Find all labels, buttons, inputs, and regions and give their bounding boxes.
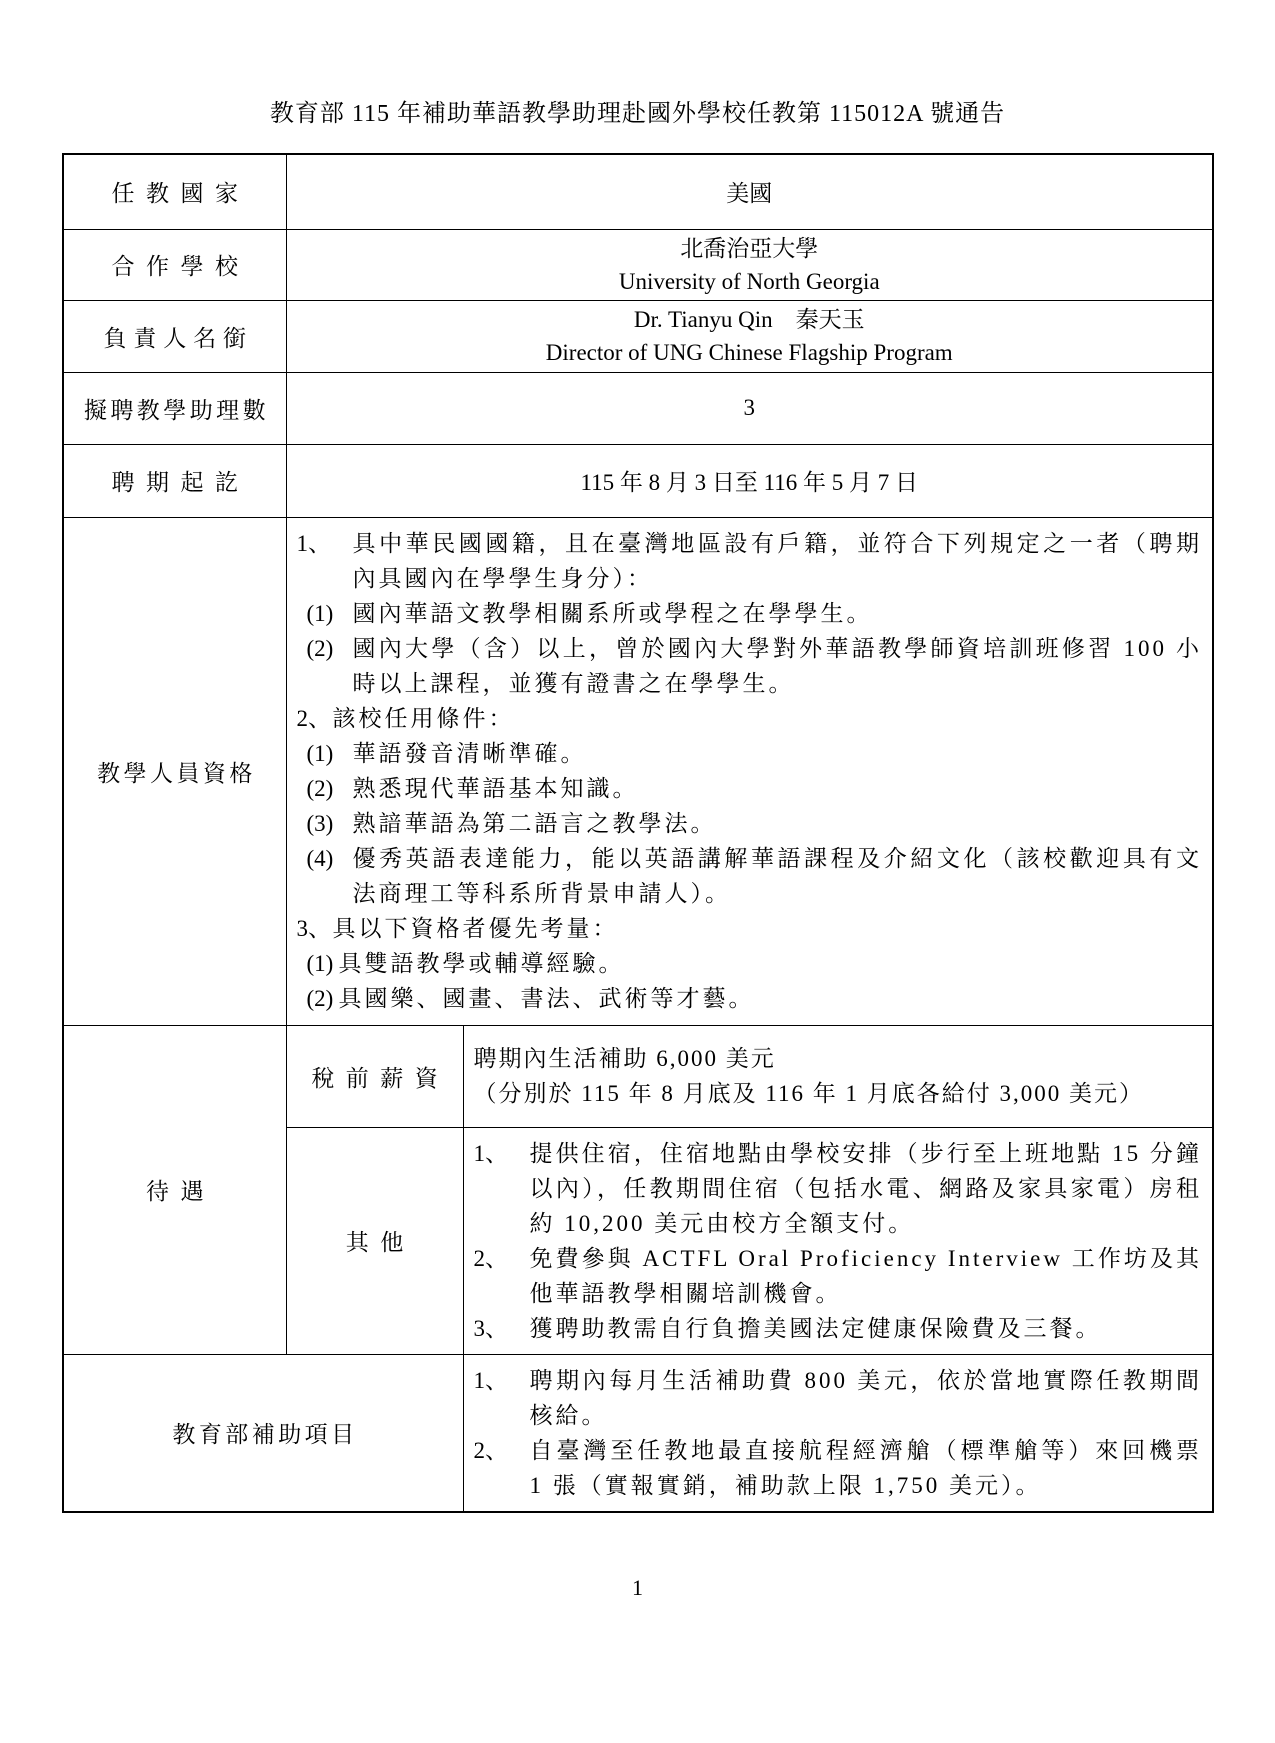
item-marker: 1、 xyxy=(473,1140,508,1166)
qualification-item xyxy=(297,771,1203,806)
row-contact xyxy=(63,300,1213,372)
contact-label-cell xyxy=(63,300,286,372)
item-text: 熟悉現代華語基本知識。 xyxy=(352,776,639,801)
qualification-item xyxy=(297,981,1203,1016)
item-marker: 3、 xyxy=(473,1315,508,1341)
other-benefit-item xyxy=(474,1311,1203,1346)
qualification-item xyxy=(297,736,1203,771)
row-school xyxy=(63,229,1213,300)
contact-title: Director of UNG Chinese Flagship Program xyxy=(545,340,953,365)
item-text: 具以下資格者優先考量： xyxy=(332,916,619,941)
compensation-label-cell xyxy=(63,1025,286,1354)
contact-label: 負責人名銜 xyxy=(103,325,253,351)
period-label-cell xyxy=(63,444,286,517)
moe-subsidy-label: 教育部補助項目 xyxy=(172,1422,358,1447)
qualification-item xyxy=(297,946,1203,981)
row-qualifications xyxy=(63,517,1213,1025)
qualification-item xyxy=(297,911,1203,946)
item-text: 優秀英語表達能力，能以英語講解華語課程及介紹文化（該校歡迎具有文法商理工等科系所背景申請人）。 xyxy=(352,846,1202,906)
page-number: 1 xyxy=(632,1574,643,1600)
item-marker: 1、 xyxy=(473,1367,508,1393)
item-text: 該校任用條件： xyxy=(332,706,515,731)
item-marker: (1) xyxy=(306,741,334,766)
school-label-cell xyxy=(63,229,286,300)
country-value: 美國 xyxy=(286,154,1213,229)
salary-schedule: （分別於 115 年 8 月底及 116 年 1 月底各給付 3,000 美元） xyxy=(473,1081,1145,1106)
item-marker: 2、 xyxy=(296,706,331,731)
country-label-cell xyxy=(63,154,286,229)
headcount-value: 3 xyxy=(286,372,1213,444)
item-marker: (2) xyxy=(306,636,334,661)
school-name-zh: 北喬治亞大學 xyxy=(680,235,819,261)
qualification-item xyxy=(297,596,1203,631)
item-marker: 1、 xyxy=(296,531,331,556)
period-label: 聘期起訖 xyxy=(111,470,250,495)
subsidy-item xyxy=(474,1433,1203,1503)
item-text: 國內華語文教學相關系所或學程之在學學生。 xyxy=(352,601,873,626)
other-benefit-item xyxy=(474,1136,1203,1241)
item-text: 具國樂、國畫、書法、武術等才藝。 xyxy=(338,986,755,1011)
item-marker: (4) xyxy=(306,846,334,871)
qualifications-label: 教學人員資格 xyxy=(97,760,256,786)
item-marker: (3) xyxy=(306,811,334,836)
headcount-label: 擬聘教學助理數 xyxy=(83,397,270,423)
qualification-item xyxy=(297,841,1203,911)
item-marker: (2) xyxy=(306,776,334,801)
qualifications-label-cell xyxy=(63,517,286,1025)
other-label-cell xyxy=(286,1127,463,1354)
qualification-item xyxy=(297,701,1203,736)
period-value: 115 年 8 月 3 日至 116 年 5 月 7 日 xyxy=(286,444,1213,517)
qualifications-content-cell xyxy=(286,517,1213,1025)
item-text: 獲聘助教需自行負擔美國法定健康保險費及三餐。 xyxy=(529,1315,1102,1341)
other-label: 其他 xyxy=(345,1230,415,1255)
qualification-item xyxy=(297,631,1203,701)
document-title: 教育部 115 年補助華語教學助理赴國外學校任教第 115012A 號通告 xyxy=(269,101,1006,127)
country-label: 任教國家 xyxy=(111,181,250,207)
salary-label-cell xyxy=(286,1025,463,1127)
salary-label: 稅前薪資 xyxy=(311,1065,450,1091)
qualification-item xyxy=(297,806,1203,841)
item-marker: (1) xyxy=(306,601,334,626)
moe-subsidy-label-cell xyxy=(63,1354,463,1512)
row-salary xyxy=(63,1025,1213,1127)
school-name-en: University of North Georgia xyxy=(618,268,880,294)
item-text: 熟諳華語為第二語言之教學法。 xyxy=(352,811,717,836)
salary-content-cell xyxy=(463,1025,1213,1127)
item-marker: 2、 xyxy=(473,1437,508,1463)
item-text: 華語發音清晰準確。 xyxy=(352,741,587,766)
headcount-label-cell xyxy=(63,372,286,444)
item-marker: (2) xyxy=(306,986,334,1011)
salary-amount: 聘期內生活補助 6,000 美元 xyxy=(473,1046,776,1071)
row-moe-subsidy xyxy=(63,1354,1213,1512)
other-content-cell xyxy=(463,1127,1213,1354)
document-page xyxy=(0,93,1275,1601)
contact-name: Dr. Tianyu Qin 秦天玉 xyxy=(633,307,865,332)
subsidy-item xyxy=(474,1363,1203,1433)
qualification-item xyxy=(297,526,1203,596)
item-text: 提供住宿，住宿地點由學校安排（步行至上班地點 15 分鐘以內），任教期間住宿（包括水電、網路及家具家電）房租約 10,200 美元由校方全額支付。 xyxy=(529,1140,1202,1236)
item-text: 自臺灣至任教地最直接航程經濟艙（標準艙等）來回機票 1 張（實報實銷，補助款上限 1,750 美元）。 xyxy=(529,1437,1202,1498)
item-marker: 2、 xyxy=(473,1245,508,1271)
item-text: 聘期內每月生活補助費 800 美元，依於當地實際任教期間核給。 xyxy=(529,1367,1202,1428)
item-text: 免費參與 ACTFL Oral Proficiency Interview 工作坊及其他華語教學相關培訓機會。 xyxy=(529,1245,1202,1306)
item-text: 具中華民國國籍，且在臺灣地區設有戶籍，並符合下列規定之一者（聘期內具國內在學學生身分）： xyxy=(352,531,1202,591)
row-headcount xyxy=(63,372,1213,444)
compensation-label: 待遇 xyxy=(146,1179,215,1204)
notice-table xyxy=(62,153,1214,1513)
row-period xyxy=(63,444,1213,517)
contact-value-cell xyxy=(286,300,1213,372)
item-marker: (1) xyxy=(306,951,334,976)
item-marker: 3、 xyxy=(296,916,331,941)
item-text: 具雙語教學或輔導經驗。 xyxy=(338,951,625,976)
row-country xyxy=(63,154,1213,229)
school-label: 合作學校 xyxy=(111,254,250,279)
item-text: 國內大學（含）以上，曾於國內大學對外華語教學師資培訓班修習 100 小時以上課程，並獲有證書之在學學生。 xyxy=(352,636,1202,696)
moe-subsidy-content-cell xyxy=(463,1354,1213,1512)
school-value-cell xyxy=(286,229,1213,300)
other-benefit-item xyxy=(474,1241,1203,1311)
